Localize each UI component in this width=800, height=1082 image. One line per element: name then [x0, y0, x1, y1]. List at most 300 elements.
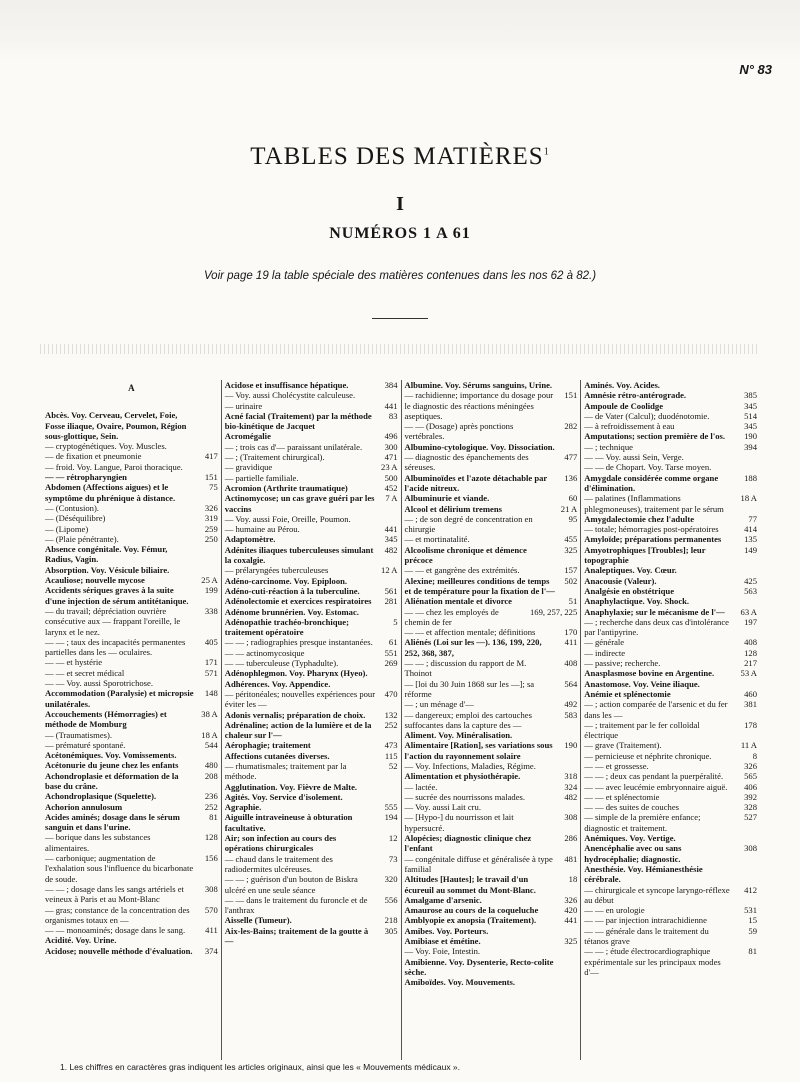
entry-text: — palatines (Inflammations phlegmoneuses), traitement par le sérum — [584, 493, 724, 514]
entry-text: Achondroplasie et déformation de la base du crâne. — [45, 770, 179, 791]
entry-page — [196, 750, 218, 760]
index-entry — [225, 380, 398, 390]
entry-text: — indirecte — [584, 647, 626, 658]
entry-page: 171 — [204, 657, 218, 668]
entry-text: Alimentaire [Ration], ses variations sous l'action du rayonnement solaire — [404, 740, 553, 761]
index-entry — [584, 380, 757, 390]
entry-page — [555, 802, 577, 812]
entry-page: 405 — [204, 636, 218, 647]
index-entry — [584, 617, 757, 638]
entry-text: — — et grossesse. — [584, 760, 649, 771]
entry-page: 326 — [744, 760, 757, 771]
entry-page: 250 — [204, 533, 218, 544]
entry-page: 23 A — [381, 462, 398, 473]
index-entry — [45, 740, 218, 750]
entry-page: 420 — [564, 905, 578, 916]
index-entry — [225, 782, 398, 792]
entry-page: 61 — [388, 637, 398, 648]
index-entry — [225, 390, 398, 400]
index-entry — [584, 576, 757, 586]
entry-page: 556 — [384, 894, 398, 905]
index-entry — [45, 544, 218, 565]
entry-page: 482 — [384, 544, 398, 555]
index-entry — [45, 585, 218, 606]
entry-text: Aliénés (Loi sur les —). 136, 199, 220, 252, 368, 387, — [404, 637, 542, 658]
entry-page: 148 — [204, 688, 218, 699]
entry-page: 305 — [384, 925, 398, 936]
entry-page: 12 A — [381, 565, 398, 576]
entry-page: 208 — [204, 770, 218, 781]
entry-page: 135 — [744, 534, 757, 545]
entry-text: — — ; radiographies presque instantanées. — [224, 637, 373, 648]
entry-page: 75 — [209, 482, 218, 493]
index-entry — [405, 740, 578, 761]
entry-page: 199 — [204, 585, 218, 596]
entry-text: — — et affection mentale; définitions — [404, 627, 536, 638]
entry-page: 95 — [568, 513, 578, 524]
index-entry — [45, 688, 218, 709]
scan-noise-band — [40, 344, 760, 354]
entry-page: 583 — [564, 709, 578, 720]
index-entry — [225, 915, 398, 925]
entry-page: 18 A — [201, 729, 218, 740]
index-entry — [45, 462, 218, 472]
entry-page: 8 — [752, 750, 757, 761]
index-entry — [45, 935, 218, 945]
entry-page: 170 — [564, 627, 578, 638]
index-entry — [45, 472, 218, 482]
index-entry — [405, 936, 578, 946]
index-entry — [225, 926, 398, 947]
entry-text: — — rétropharyngien — [45, 472, 127, 483]
index-entry — [225, 607, 398, 617]
entry-text: — (Plaie pénétrante). — [45, 533, 119, 544]
entry-text: Albuminoïdes et l'azote détachable par l'acide nitreux. — [404, 472, 548, 493]
entry-text: Alexine; meilleures conditions de temps et de température pour la fixation de l'— — [404, 575, 555, 596]
entry-page: 555 — [384, 802, 398, 813]
entry-page: 345 — [744, 400, 757, 411]
index-entry — [225, 514, 398, 524]
entry-page: 128 — [204, 832, 218, 843]
entry-page: 51 — [568, 596, 578, 607]
entry-page: 531 — [744, 905, 757, 916]
entry-page: 473 — [384, 740, 398, 751]
letter-heading: A — [128, 383, 135, 393]
index-entry — [45, 946, 218, 956]
entry-page: 194 — [384, 812, 398, 823]
entry-text: Aminés. Voy. Acides. — [584, 380, 660, 390]
index-entry — [45, 678, 218, 688]
entry-page — [555, 380, 577, 390]
index-entry — [225, 493, 398, 514]
entry-page: 151 — [204, 472, 218, 483]
index-entry — [225, 401, 398, 411]
index-entry — [584, 946, 757, 977]
entry-page — [735, 596, 757, 606]
index-entry — [225, 617, 398, 638]
index-entry — [225, 761, 398, 782]
entry-text: — prématuré spontané. — [45, 739, 126, 750]
entry-page: 441 — [384, 400, 398, 411]
entry-page — [555, 977, 577, 987]
entry-page — [735, 833, 757, 843]
entry-page: 408 — [564, 658, 578, 669]
index-entry — [584, 751, 757, 761]
entry-text: — borique dans les substances alimentaires. — [45, 832, 151, 853]
entry-text: Adénophlegmon. Voy. Pharynx (Hyeo). — [224, 668, 368, 679]
index-entry — [225, 534, 398, 544]
entry-text: Absence congénitale. Voy. Fémur, Radius, Vagin. — [45, 544, 168, 565]
entry-text: Amygdale considérée comme organe d'élimination. — [584, 472, 719, 493]
entry-text: — du travail; dépréciation ouvrière consécutive aux — frappant l'oreille, le larynx et le nez. — [45, 605, 181, 637]
entry-page: 132 — [384, 709, 398, 720]
index-entry — [225, 833, 398, 854]
entry-text: Adrénaline; action de la lumière et de la chaleur sur l'— — [224, 719, 372, 741]
entry-text: — — et gangrène des extrémités. — [404, 565, 520, 576]
index-entry — [405, 874, 578, 895]
index-entry — [405, 380, 578, 390]
index-entry — [225, 720, 398, 741]
entry-page — [376, 576, 398, 586]
index-entry — [405, 946, 578, 956]
entry-page — [555, 442, 577, 452]
entry-page: 81 — [748, 946, 757, 957]
index-entry — [225, 431, 398, 441]
entry-page: 236 — [204, 791, 218, 802]
entry-page: 460 — [744, 688, 757, 699]
entry-text: Agglutination. Voy. Fièvre de Malte. — [224, 781, 358, 792]
entry-text: Amiboïdes. Voy. Mouvements. — [404, 977, 516, 988]
entry-text: — Voy. Infections, Maladies, Régime. — [404, 760, 536, 771]
entry-text: Adéno-carcinome. Voy. Epiploon. — [224, 575, 348, 586]
index-entry — [405, 627, 578, 637]
entry-page: 425 — [744, 575, 757, 586]
entry-page: 480 — [204, 760, 218, 771]
index-entry — [225, 740, 398, 750]
entry-page: 381 — [744, 699, 757, 710]
entry-text: Adhérences. Voy. Appendice. — [224, 678, 331, 689]
index-entry — [45, 503, 218, 513]
entry-text: — — et hystérie — [45, 657, 103, 668]
index-entry — [45, 441, 218, 451]
entry-text: Alopécies; diagnostic clinique chez l'enfant — [404, 833, 532, 854]
index-entry — [584, 565, 757, 575]
entry-text: Analeptiques. Voy. Cœur. — [584, 565, 677, 576]
entry-text: Amputations; section première de l'os. — [584, 431, 726, 442]
index-entry — [584, 915, 757, 925]
entry-text: Abdomen (Affections aigues) et le symptôme du phrénique à distance. — [45, 482, 176, 503]
entry-text: — pernicieuse et néphrite chronique. — [584, 750, 712, 761]
index-entry — [584, 885, 757, 906]
entry-page — [376, 514, 398, 524]
entry-text: Adaptomètre. — [224, 534, 276, 545]
entry-page: 551 — [384, 647, 398, 658]
entry-text: — prélaryngées tuberculeuses — [224, 565, 329, 576]
index-column-4 — [580, 380, 760, 1060]
index-entry — [584, 637, 757, 647]
index-entry — [405, 895, 578, 905]
index-entry — [45, 905, 218, 926]
entry-text: Albumine. Voy. Sérums sanguins, Urine. — [404, 380, 553, 390]
index-entry — [45, 802, 218, 812]
entry-page: 190 — [744, 431, 757, 442]
entry-text: — passive; recherche. — [584, 658, 661, 669]
entry-page: 269 — [384, 658, 398, 669]
entry-text: — — (Dosage) après ponctions vertébrales. — [404, 421, 514, 442]
index-entry — [405, 534, 578, 544]
index-entry — [405, 710, 578, 731]
entry-text: Anémiques. Voy. Vertige. — [584, 833, 676, 844]
entry-text: — — des suites de couches — [584, 802, 679, 813]
index-entry — [45, 657, 218, 667]
index-entry — [225, 895, 398, 916]
entry-text: Anaphylactique. Voy. Shock. — [584, 596, 690, 607]
index-entry — [584, 689, 757, 699]
entry-text: Agités. Voy. Service d'isolement. — [224, 791, 343, 802]
entry-page: 570 — [204, 904, 218, 915]
index-entry — [405, 977, 578, 987]
entry-text: — — avec leucémie embryonnaire aiguë. — [584, 781, 728, 792]
entry-text: Alimentation et physiothérapie. — [404, 771, 521, 782]
index-entry — [45, 709, 218, 730]
entry-page — [376, 782, 398, 792]
entry-text: — rhumatismales; traitement par la méthode. — [224, 760, 347, 782]
index-entry — [405, 730, 578, 740]
entry-text: Amalgame d'arsenic. — [404, 894, 482, 905]
index-entry — [405, 576, 578, 597]
entry-text: — chirurgicale et syncope laryngo-réflexe au début — [584, 884, 730, 905]
entry-page: 471 — [384, 452, 398, 463]
entry-page: 412 — [744, 884, 757, 895]
entry-page — [376, 679, 398, 689]
index-entry — [405, 504, 578, 514]
index-column-1 — [42, 380, 221, 1060]
entry-text: Adénome brunnérien. Voy. Estomac. — [224, 606, 359, 617]
index-entry — [584, 792, 757, 802]
entry-text: — froid. Voy. Langue, Paroi thoracique. — [45, 461, 183, 472]
entry-text: — congénitale diffuse et généralisée à type familial — [404, 853, 553, 874]
entry-page: 178 — [744, 719, 757, 730]
entry-text: Amyotrophiques [Troubles]; leur topographie — [584, 544, 706, 566]
index-entry — [225, 689, 398, 710]
index-entry — [45, 637, 218, 658]
entry-page — [555, 957, 577, 978]
entry-page: 286 — [564, 833, 578, 844]
entry-page: 374 — [204, 945, 218, 956]
entry-text: Adénites iliaques tuberculeuses simulant la coxalgie. — [224, 544, 374, 566]
index-entry — [584, 679, 757, 689]
index-entry — [584, 390, 757, 400]
index-entry — [225, 411, 398, 432]
entry-text: — totale; hémorragies post-opératoires — [584, 524, 719, 535]
entry-page — [555, 926, 577, 936]
entry-text: — ; recherche dans deux cas d'intolérance par l'antipyrine. — [584, 616, 729, 638]
entry-text: Acidose; nouvelle méthode d'évaluation. — [45, 945, 193, 956]
entry-text: — Voy. Foie, Intestin. — [404, 946, 481, 957]
entry-text: Anastomose. Voy. Veine iliaque. — [584, 678, 700, 689]
entry-text: — — ; dosage dans les sangs artériels et veineux à Paris et au Mont-Blanc — [45, 883, 184, 905]
entry-page: 115 — [384, 750, 398, 761]
entry-text: Achorion annulosum — [45, 801, 123, 812]
entry-text: Aérophagie; traitement — [224, 740, 311, 751]
entry-text: — — par injection intrarachidienne — [584, 915, 707, 926]
index-entry — [405, 833, 578, 854]
entry-text: — ; action comparée de l'arsenic et du fer dans les — — [584, 699, 728, 720]
index-entry — [584, 411, 757, 421]
entry-page — [376, 668, 398, 678]
entry-text: — simple de la première enfance; diagnostic et traitement. — [584, 812, 701, 833]
entry-page: 492 — [564, 699, 578, 710]
index-entry — [225, 802, 398, 812]
index-entry — [45, 791, 218, 801]
index-entry — [45, 534, 218, 544]
entry-page — [555, 946, 577, 956]
entry-text: Acides aminés; dosage dans le sérum sanguin et dans l'urine. — [45, 811, 180, 833]
index-entry — [584, 926, 757, 947]
entry-text: — — ; deux cas pendant la puerpéralité. — [584, 771, 724, 782]
entry-page: 318 — [564, 771, 578, 782]
index-entry — [225, 545, 398, 566]
issue-number: N° 83 — [739, 62, 772, 77]
entry-text: — — tuberculeuse (Typhadulte). — [224, 658, 339, 669]
entry-text: — ; un ménage d'— — [404, 699, 474, 710]
entry-page: 25 A — [201, 575, 218, 586]
entry-text: — générale — [584, 637, 625, 648]
entry-text: Acétonurie du jeune chez les enfants — [45, 760, 179, 771]
entry-page: 477 — [564, 452, 578, 463]
entry-page: 514 — [744, 410, 757, 421]
entry-page: 500 — [384, 472, 398, 483]
entry-page: 527 — [744, 812, 757, 823]
entry-page: 441 — [564, 915, 578, 926]
entry-page: 326 — [204, 502, 218, 513]
entry-page: 565 — [744, 771, 757, 782]
entry-text: — ; (Traitement chirurgical). — [224, 452, 325, 463]
entry-text: Accidents sériques graves à la suite d'une injection de sérum antitétanique. — [45, 585, 189, 606]
entry-text: Altitudes [Hautes]; le travail d'un écureuil au sommet du Mont-Blanc. — [404, 874, 536, 895]
entry-text: — — Voy. aussi Sein, Verge. — [584, 452, 684, 463]
entry-page: 394 — [744, 441, 757, 452]
entry-page: 406 — [744, 781, 757, 792]
footnote: 1. Les chiffres en caractères gras indiquent les articles originaux, ainsi que les « Mouvements médicaux ». — [60, 1062, 461, 1072]
entry-page: 345 — [744, 421, 757, 432]
index-entry — [45, 884, 218, 905]
index-entry — [45, 853, 218, 884]
entry-text: — de Vater (Calcul); duodénotomie. — [584, 410, 710, 421]
entry-page: 502 — [564, 575, 578, 586]
entry-page: 190 — [564, 740, 578, 751]
entry-text: Albuminurie et viande. — [404, 493, 490, 504]
index-entry — [225, 565, 398, 575]
index-entry — [405, 545, 578, 566]
index-entry — [584, 864, 757, 885]
entry-page: 60 — [568, 493, 578, 504]
index-entry — [45, 760, 218, 770]
index-entry — [584, 401, 757, 411]
see-page-note: Voir page 19 la table spéciale des matières contenues dans les nos 62 à 82.) — [203, 270, 597, 282]
entry-text: — sucrée des nourrissons malades. — [404, 791, 526, 802]
entry-text: — (Déséquilibre) — [45, 513, 106, 524]
index-entry — [405, 854, 578, 875]
entry-page — [735, 864, 757, 885]
entry-text: — Voy. aussi Foie, Oreille, Poumon. — [224, 513, 351, 524]
entry-page: 345 — [384, 534, 398, 545]
entry-text: — — ; taux des incapacités permanentes partielles dans les — oculaires. — [45, 636, 186, 658]
index-entry — [584, 833, 757, 843]
entry-page: 496 — [384, 431, 398, 442]
entry-text: — — et splénectomie — [584, 791, 660, 802]
index-entry — [405, 442, 578, 452]
entry-page: 252 — [384, 719, 398, 730]
index-entry — [405, 514, 578, 535]
entry-page: 12 — [388, 833, 398, 844]
entry-text: Amibes. Voy. Porteurs. — [404, 925, 489, 936]
entry-page: 441 — [384, 524, 398, 535]
entry-page — [196, 441, 218, 451]
index-entry — [405, 565, 578, 575]
entry-page: 259 — [204, 523, 218, 534]
entry-text: — — ; guérison d'un bouton de Biskra ulcéré en une seule séance — [224, 874, 358, 895]
index-entry — [584, 442, 757, 452]
index-entry — [225, 812, 398, 833]
title-text: TABLES DES MATIÈRES — [250, 143, 544, 170]
index-entry — [45, 832, 218, 853]
entry-text: — rachidienne; importance du dosage pour le diagnostic des réactions méningées aseptiques. — [404, 390, 554, 421]
index-entry — [45, 575, 218, 585]
index-entry — [405, 957, 578, 978]
entry-text: — de fixation et pneumonie — [45, 451, 142, 462]
index-entry — [584, 452, 757, 462]
entry-page: 18 A — [740, 493, 757, 504]
entry-page: 151 — [564, 390, 578, 401]
index-entry — [225, 442, 398, 452]
entry-text: — chaud dans le traitement des radiodermites ulcéreuses. — [224, 853, 333, 874]
entry-text: Absorption. Voy. Vésicule biliaire. — [45, 564, 170, 575]
index-entry — [584, 493, 757, 514]
entry-page: 81 — [209, 811, 218, 822]
entry-text: Alcoolisme chronique et démence précoce — [404, 544, 527, 566]
entry-text: — ; technique — [584, 441, 633, 452]
entry-text: Amibiase et émétine. — [404, 936, 481, 947]
entry-page — [196, 678, 218, 688]
entry-text: — — de Chopart. Voy. Tarse moyen. — [584, 462, 712, 473]
index-entry — [225, 854, 398, 875]
entry-page: 482 — [564, 791, 578, 802]
entry-text: Acauliose; nouvelle mycose — [45, 575, 145, 586]
entry-page: 53 A — [740, 668, 757, 679]
entry-page: 149 — [744, 544, 757, 555]
entry-text: Albumino-cytologique. Voy. Dissociation. — [404, 441, 555, 452]
index-entry — [225, 658, 398, 668]
entry-page: 308 — [564, 812, 578, 823]
index-entry — [225, 637, 398, 647]
title-footnote-mark: 1 — [543, 146, 550, 158]
entry-page: 571 — [204, 667, 218, 678]
index-entry — [225, 586, 398, 596]
entry-page: 564 — [564, 678, 578, 689]
entry-text: — — en urologie — [584, 905, 645, 916]
entry-text: Analgésie en obstétrique — [584, 585, 675, 596]
index-entry — [584, 658, 757, 668]
entry-text: Anaphylaxie; sur le mécanisme de l'— — [584, 606, 725, 617]
entry-page — [735, 380, 757, 390]
entry-page: 300 — [384, 441, 398, 452]
index-entry — [584, 545, 757, 566]
index-entry — [45, 482, 218, 503]
entry-text: Aix-les-Bains; traitement de la goutte à — — [224, 925, 369, 947]
index-entry — [405, 782, 578, 792]
entry-text: — Voy. aussi Lait cru. — [404, 802, 481, 813]
